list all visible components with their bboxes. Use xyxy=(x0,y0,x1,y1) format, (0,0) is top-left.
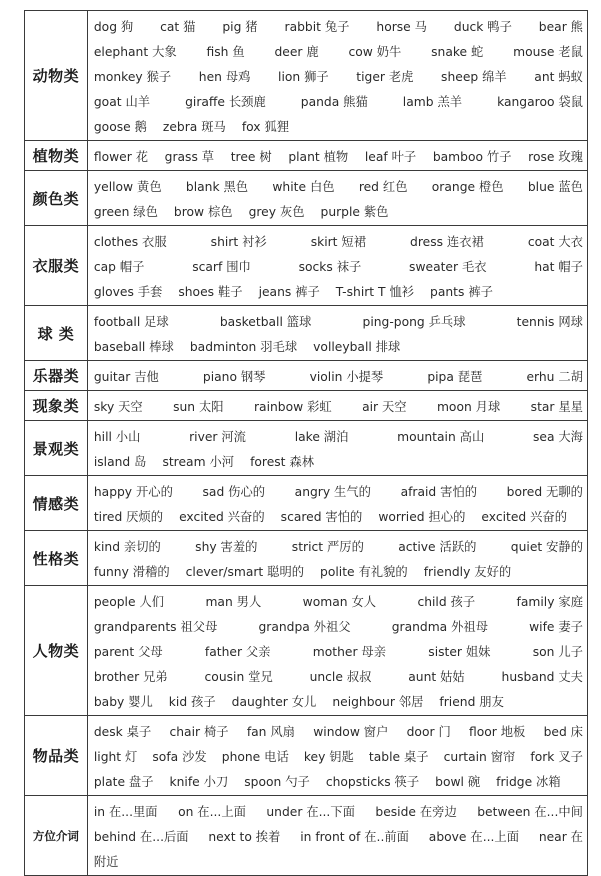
vocab-entry: lake 湖泊 xyxy=(294,429,349,444)
vocab-entry: island 岛 xyxy=(93,454,147,469)
vocab-entry: bored 无聊的 xyxy=(506,484,583,499)
word-line xyxy=(94,688,583,713)
word-list xyxy=(87,171,587,226)
vocab-entry: uncle 叔叔 xyxy=(309,669,372,684)
word-list xyxy=(87,476,587,531)
word-line xyxy=(94,333,583,358)
vocab-entry: plate 盘子 xyxy=(93,774,154,789)
vocab-entry: scarf 围巾 xyxy=(192,259,251,274)
vocab-entry: mother 母亲 xyxy=(312,644,387,659)
vocab-entry: ping-pong 乒乓球 xyxy=(362,314,466,329)
vocab-entry: grandma 外祖母 xyxy=(391,619,489,634)
vocab-entry: jeans 裤子 xyxy=(258,284,320,299)
vocab-entry: afraid 害怕的 xyxy=(400,484,478,499)
vocab-entry: fork 叉子 xyxy=(530,749,583,764)
word-list xyxy=(87,361,587,391)
vocab-entry: hen 母鸡 xyxy=(198,69,251,84)
word-line xyxy=(94,13,583,38)
vocab-entry: fish 鱼 xyxy=(206,44,245,59)
word-list xyxy=(87,586,587,716)
vocab-entry: tree 树 xyxy=(230,149,272,164)
word-list xyxy=(87,716,587,796)
vocab-entry: cousin 堂兄 xyxy=(204,669,273,684)
vocab-entry: zebra 斑马 xyxy=(162,119,226,134)
vocab-entry: blank 黑色 xyxy=(185,179,249,194)
vocab-entry: clever/smart 聪明的 xyxy=(185,564,305,579)
vocab-entry: chair 椅子 xyxy=(169,724,229,739)
vocab-entry: horse 马 xyxy=(376,19,427,34)
word-line xyxy=(94,448,583,473)
category-row xyxy=(25,11,588,141)
vocab-entry: sweater 毛衣 xyxy=(409,259,487,274)
vocab-entry: floor 地板 xyxy=(468,724,526,739)
vocab-entry: bowl 碗 xyxy=(435,774,481,789)
word-line xyxy=(94,768,583,793)
word-line xyxy=(94,718,583,743)
vocab-entry: violin 小提琴 xyxy=(309,369,384,384)
vocab-entry: socks 袜子 xyxy=(298,259,362,274)
word-line xyxy=(94,533,583,558)
word-line xyxy=(94,63,583,88)
vocab-entry: key 钥匙 xyxy=(303,749,354,764)
word-line xyxy=(94,393,583,418)
vocab-entry: child 孩子 xyxy=(417,594,476,609)
vocab-entry: hat 帽子 xyxy=(534,259,583,274)
vocab-entry: woman 女人 xyxy=(302,594,377,609)
vocab-entry: next to 挨着 xyxy=(208,829,281,844)
vocab-entry: neighbour 邻居 xyxy=(332,694,424,709)
vocab-entry: above 在...上面 xyxy=(428,829,520,844)
word-list xyxy=(87,306,587,361)
vocab-entry: in front of 在..前面 xyxy=(300,829,409,844)
vocab-entry: friendly 友好的 xyxy=(423,564,512,579)
vocab-entry: quiet 安静的 xyxy=(510,539,583,554)
vocab-entry: panda 熊猫 xyxy=(300,94,368,109)
word-line xyxy=(94,588,583,613)
word-list xyxy=(87,531,587,586)
vocab-entry: elephant 大象 xyxy=(93,44,177,59)
word-line xyxy=(94,823,583,848)
category-row xyxy=(25,306,588,361)
vocab-entry: skirt 短裙 xyxy=(310,234,367,249)
vocab-entry: under 在...下面 xyxy=(266,804,355,819)
vocab-entry: desk 桌子 xyxy=(93,724,152,739)
word-line xyxy=(94,558,583,583)
vocab-entry: knife 小刀 xyxy=(169,774,229,789)
vocab-entry: baseball 棒球 xyxy=(93,339,174,354)
vocab-entry: flower 花 xyxy=(93,149,149,164)
vocab-entry: fridge 冰箱 xyxy=(496,774,561,789)
vocab-entry: football 足球 xyxy=(93,314,169,329)
category-label: 植物类 xyxy=(25,141,88,171)
vocab-entry: aunt 姑姑 xyxy=(408,669,465,684)
vocab-entry: man 男人 xyxy=(205,594,262,609)
vocab-entry: river 河流 xyxy=(189,429,246,444)
vocab-entry: duck 鸭子 xyxy=(453,19,512,34)
vocab-entry: husband 丈夫 xyxy=(501,669,583,684)
vocab-entry: kid 孩子 xyxy=(168,694,216,709)
category-row xyxy=(25,476,588,531)
vocab-entry: sea 大海 xyxy=(532,429,583,444)
vocab-entry: bed 床 xyxy=(543,724,583,739)
vocab-entry: daughter 女儿 xyxy=(231,694,317,709)
vocab-entry: sad 伤心的 xyxy=(202,484,266,499)
vocab-entry: leaf 叶子 xyxy=(364,149,417,164)
vocab-entry: funny 滑稽的 xyxy=(93,564,170,579)
vocab-entry: fox 狐狸 xyxy=(241,119,290,134)
vocab-entry: grandpa 外祖父 xyxy=(258,619,351,634)
word-line xyxy=(94,798,583,823)
vocab-entry: white 白色 xyxy=(272,179,335,194)
vocab-entry: green 绿色 xyxy=(93,204,158,219)
vocab-entry: purple 紫色 xyxy=(320,204,389,219)
category-label: 情感类 xyxy=(25,476,88,531)
vocab-entry: kangaroo 袋鼠 xyxy=(497,94,583,109)
vocab-entry: table 桌子 xyxy=(368,749,429,764)
word-line xyxy=(94,663,583,688)
word-line xyxy=(94,308,583,333)
category-label: 动物类 xyxy=(25,11,88,141)
vocab-entry: cow 奶牛 xyxy=(348,44,402,59)
vocab-entry: yellow 黄色 xyxy=(93,179,162,194)
vocab-entry: father 父亲 xyxy=(204,644,271,659)
vocab-entry: happy 开心的 xyxy=(93,484,173,499)
vocab-entry: baby 婴儿 xyxy=(93,694,153,709)
word-line xyxy=(94,253,583,278)
word-list xyxy=(87,391,587,421)
category-row xyxy=(25,171,588,226)
vocab-entry: gloves 手套 xyxy=(93,284,163,299)
vocab-entry: mountain 高山 xyxy=(397,429,485,444)
word-line xyxy=(94,743,583,768)
word-line xyxy=(94,38,583,63)
vocab-entry: light 灯 xyxy=(93,749,138,764)
vocab-entry: monkey 猴子 xyxy=(93,69,172,84)
vocab-entry: hill 小山 xyxy=(93,429,141,444)
vocab-entry: 附近 xyxy=(93,854,119,869)
vocab-entry: shoes 鞋子 xyxy=(178,284,243,299)
category-row xyxy=(25,361,588,391)
vocab-entry: sun 太阳 xyxy=(173,399,224,414)
word-line xyxy=(94,143,583,168)
vocab-entry: deer 鹿 xyxy=(274,44,319,59)
category-row xyxy=(25,226,588,306)
word-line xyxy=(94,113,583,138)
vocab-entry: wife 妻子 xyxy=(529,619,583,634)
vocab-entry: goat 山羊 xyxy=(93,94,151,109)
vocab-entry: phone 电话 xyxy=(221,749,289,764)
vocab-entry: snake 蛇 xyxy=(431,44,484,59)
vocab-entry: active 活跃的 xyxy=(398,539,477,554)
category-row xyxy=(25,421,588,476)
category-label: 衣服类 xyxy=(25,226,88,306)
vocab-entry: kind 亲切的 xyxy=(93,539,161,554)
word-line xyxy=(94,363,583,388)
vocab-entry: fan 风扇 xyxy=(246,724,295,739)
word-line xyxy=(94,88,583,113)
vocab-entry: strict 严厉的 xyxy=(291,539,364,554)
category-label: 方位介词 xyxy=(25,796,88,876)
word-line xyxy=(94,228,583,253)
vocab-entry: mouse 老鼠 xyxy=(513,44,583,59)
vocab-entry: brow 棕色 xyxy=(173,204,233,219)
vocab-entry: orange 橙色 xyxy=(431,179,504,194)
vocab-entry: lion 狮子 xyxy=(278,69,329,84)
category-label: 现象类 xyxy=(25,391,88,421)
vocab-entry: son 儿子 xyxy=(532,644,583,659)
vocab-entry: shy 害羞的 xyxy=(195,539,258,554)
vocab-entry: moon 月球 xyxy=(436,399,501,414)
vocab-entry: sister 姐妹 xyxy=(428,644,491,659)
vocab-entry: polite 有礼貌的 xyxy=(320,564,408,579)
vocab-entry: worried 担心的 xyxy=(378,509,466,524)
vocab-entry: lamb 羔羊 xyxy=(402,94,463,109)
vocab-entry: excited 兴奋的 xyxy=(481,509,567,524)
vocab-entry: people 人们 xyxy=(93,594,165,609)
category-label: 人物类 xyxy=(25,586,88,716)
category-label: 景观类 xyxy=(25,421,88,476)
vocab-entry: sofa 沙发 xyxy=(152,749,207,764)
vocab-entry: bamboo 竹子 xyxy=(432,149,512,164)
vocab-entry: air 天空 xyxy=(362,399,407,414)
vocab-entry: shirt 衬衫 xyxy=(210,234,267,249)
vocab-entry: bear 熊 xyxy=(538,19,583,34)
vocab-entry: on 在...上面 xyxy=(178,804,246,819)
category-label: 球 类 xyxy=(25,306,88,361)
vocab-entry: in 在...里面 xyxy=(93,804,158,819)
category-label: 物品类 xyxy=(25,716,88,796)
vocab-entry: between 在...中间 xyxy=(477,804,583,819)
vocab-entry: curtain 窗帘 xyxy=(443,749,516,764)
category-label: 乐器类 xyxy=(25,361,88,391)
word-list xyxy=(87,141,587,171)
vocab-entry: T-shirt T 恤衫 xyxy=(335,284,415,299)
vocab-entry: tennis 网球 xyxy=(516,314,583,329)
vocab-entry: grey 灰色 xyxy=(248,204,305,219)
category-row xyxy=(25,586,588,716)
word-list xyxy=(87,226,587,306)
category-row xyxy=(25,391,588,421)
word-line xyxy=(94,278,583,303)
category-row xyxy=(25,796,588,876)
vocab-entry: star 星星 xyxy=(530,399,583,414)
vocab-entry: grass 草 xyxy=(164,149,215,164)
vocab-entry: volleyball 排球 xyxy=(313,339,401,354)
vocab-entry: friend 朋友 xyxy=(439,694,504,709)
vocab-entry: clothes 衣服 xyxy=(93,234,167,249)
vocab-entry: spoon 勺子 xyxy=(244,774,310,789)
word-list xyxy=(87,11,587,141)
word-line xyxy=(94,613,583,638)
vocab-entry: coat 大衣 xyxy=(527,234,583,249)
vocab-entry: grandparents 祖父母 xyxy=(93,619,218,634)
vocab-entry: stream 小河 xyxy=(162,454,235,469)
category-label: 性格类 xyxy=(25,531,88,586)
word-line xyxy=(94,503,583,528)
vocab-entry: forest 森林 xyxy=(250,454,314,469)
vocab-entry: plant 植物 xyxy=(288,149,349,164)
vocab-entry: goose 鹅 xyxy=(93,119,147,134)
vocab-entry: blue 蓝色 xyxy=(527,179,583,194)
vocab-entry: basketball 篮球 xyxy=(219,314,312,329)
vocab-entry: brother 兄弟 xyxy=(93,669,168,684)
category-label: 颜色类 xyxy=(25,171,88,226)
vocab-entry: excited 兴奋的 xyxy=(179,509,265,524)
category-row xyxy=(25,716,588,796)
vocab-entry: rainbow 彩虹 xyxy=(253,399,332,414)
category-row xyxy=(25,531,588,586)
word-list xyxy=(87,421,587,476)
vocab-entry: sheep 绵羊 xyxy=(441,69,507,84)
vocab-entry: pig 猪 xyxy=(222,19,258,34)
vocab-entry: ant 蚂蚁 xyxy=(534,69,583,84)
vocab-entry: family 家庭 xyxy=(516,594,583,609)
vocab-entry: cap 帽子 xyxy=(93,259,145,274)
vocab-entry: window 窗户 xyxy=(313,724,389,739)
vocab-entry: giraffe 长颈鹿 xyxy=(185,94,266,109)
word-line xyxy=(94,848,583,873)
vocab-entry: chopsticks 筷子 xyxy=(325,774,420,789)
word-list xyxy=(87,796,587,876)
vocabulary-table-body xyxy=(25,11,588,876)
vocab-entry: piano 钢琴 xyxy=(202,369,266,384)
vocab-entry: dress 连衣裙 xyxy=(410,234,484,249)
vocab-entry: angry 生气的 xyxy=(294,484,371,499)
vocab-entry: pipa 琵琶 xyxy=(427,369,483,384)
word-line xyxy=(94,638,583,663)
vocab-entry: guitar 吉他 xyxy=(93,369,159,384)
vocab-entry: tired 厌烦的 xyxy=(93,509,164,524)
category-row xyxy=(25,141,588,171)
vocabulary-table xyxy=(24,10,588,876)
vocab-entry: parent 父母 xyxy=(93,644,163,659)
word-line xyxy=(94,198,583,223)
vocab-entry: sky 天空 xyxy=(93,399,143,414)
vocab-entry: dog 狗 xyxy=(93,19,134,34)
vocab-entry: pants 裤子 xyxy=(430,284,493,299)
vocab-entry: scared 害怕的 xyxy=(280,509,363,524)
vocab-entry: behind 在...后面 xyxy=(93,829,189,844)
vocab-entry: door 门 xyxy=(406,724,451,739)
vocab-entry: rose 玫瑰 xyxy=(528,149,583,164)
vocab-entry: erhu 二胡 xyxy=(526,369,583,384)
vocab-entry: badminton 羽毛球 xyxy=(189,339,298,354)
vocab-entry: cat 猫 xyxy=(160,19,196,34)
vocab-entry: rabbit 兔子 xyxy=(284,19,350,34)
vocab-entry: near 在 xyxy=(538,829,583,844)
vocab-entry: beside 在旁边 xyxy=(375,804,457,819)
word-line xyxy=(94,423,583,448)
vocab-entry: tiger 老虎 xyxy=(356,69,414,84)
vocab-entry: red 红色 xyxy=(358,179,408,194)
word-line xyxy=(94,478,583,503)
word-line xyxy=(94,173,583,198)
